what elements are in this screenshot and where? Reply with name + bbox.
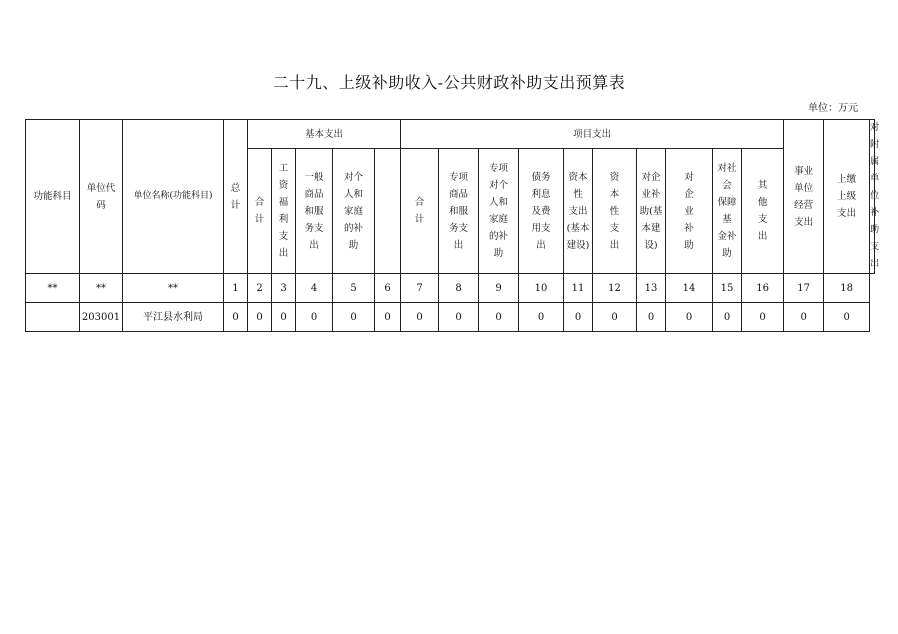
index-cell: 11	[564, 274, 593, 303]
col-proj-ent-subsidy	[637, 149, 666, 274]
col-proj-ent-subsidy-label: 对企 业补 助(基 本建 设)	[639, 171, 663, 251]
index-cell: 1	[224, 274, 248, 303]
table-cell: 0	[564, 303, 593, 332]
table-cell: 0	[666, 303, 713, 332]
table-cell: 0	[224, 303, 248, 332]
index-cell: 7	[401, 274, 439, 303]
table-cell: 0	[439, 303, 479, 332]
col-career	[784, 120, 824, 274]
index-cell: **	[80, 274, 123, 303]
index-cell: 13	[637, 274, 666, 303]
table-cell: 0	[824, 303, 870, 332]
col-proj-social-label: 对社会 保障基 金补助	[717, 163, 737, 260]
col-proj-spacer	[375, 149, 401, 274]
index-cell: 16	[742, 274, 784, 303]
table-cell: 0	[519, 303, 564, 332]
table-cell: 203001	[80, 303, 123, 332]
col-proj-social	[713, 149, 742, 274]
table-cell: 0	[248, 303, 272, 332]
table-cell: 0	[375, 303, 401, 332]
col-upper-label: 上缴 上级 支出	[837, 174, 857, 219]
table-cell: 0	[593, 303, 637, 332]
col-proj-debt	[519, 149, 564, 274]
col-proj-other	[742, 149, 784, 274]
index-cell: 6	[375, 274, 401, 303]
col-proj-debt-label: 债务 利息 及费 用支 出	[531, 171, 551, 251]
col-proj-goods	[439, 149, 479, 274]
col-basic-personal-label: 对个 人和 家庭 的补 助	[343, 171, 363, 251]
col-proj-sum-label: 合 计	[414, 197, 425, 226]
index-cell: 12	[593, 274, 637, 303]
table-cell: 平江县水利局	[123, 303, 224, 332]
table-cell: 0	[272, 303, 296, 332]
index-cell: 9	[479, 274, 519, 303]
index-row	[26, 274, 875, 303]
col-basic-sum-label: 合 计	[254, 197, 265, 226]
index-cell: 3	[272, 274, 296, 303]
col-proj-personal-label: 专项 对个 人和 家庭 的补 助	[489, 163, 509, 260]
col-unit-code	[80, 120, 123, 274]
col-proj-ent-label: 对 企 业 补 助	[684, 171, 694, 251]
index-cell: 8	[439, 274, 479, 303]
group-basic: 基本支出	[248, 120, 401, 149]
index-cell: 14	[666, 274, 713, 303]
group-project: 项目支出	[401, 120, 784, 149]
index-cell: 10	[519, 274, 564, 303]
col-total-label: 总 计	[230, 182, 241, 211]
col-proj-capital-label: 资本性 支出 (基本 建设)	[566, 171, 590, 251]
col-total	[224, 120, 248, 274]
table-cell: 0	[742, 303, 784, 332]
col-proj-personal	[479, 149, 519, 274]
budget-table	[25, 119, 880, 332]
col-unit-name: 单位名称(功能科目)	[123, 120, 224, 274]
col-basic-goods-label: 一般 商品 和服 务支 出	[304, 171, 324, 251]
table-cell: 0	[296, 303, 333, 332]
table-cell: 0	[401, 303, 439, 332]
col-basic-wage	[272, 149, 296, 274]
index-cell: 15	[713, 274, 742, 303]
col-proj-capital	[564, 149, 593, 274]
unit-label: 单位：万元	[808, 103, 858, 114]
table-cell	[26, 303, 80, 332]
col-proj-capital2-label: 资 本 性 支 出	[609, 171, 620, 251]
index-cell: 17	[784, 274, 824, 303]
col-proj-other-label: 其 他 支 出	[757, 180, 768, 243]
table-row	[26, 303, 875, 332]
index-cell: 5	[333, 274, 375, 303]
table-cell: 0	[479, 303, 519, 332]
col-proj-goods-label: 专项 商品 和服 务支 出	[449, 171, 469, 251]
header-row-1	[26, 120, 875, 149]
col-basic-sum	[248, 149, 272, 274]
table-cell: 0	[333, 303, 375, 332]
table-cell: 0	[784, 303, 824, 332]
table-cell: 0	[637, 303, 666, 332]
col-affiliate-label: 对附属 单位补 助支出	[870, 123, 880, 269]
index-cell: 4	[296, 274, 333, 303]
index-cell: 2	[248, 274, 272, 303]
col-affiliate	[870, 120, 880, 274]
index-cell: 18	[824, 274, 870, 303]
index-cell: **	[26, 274, 80, 303]
table-cell: 0	[713, 303, 742, 332]
page-title: 二十九、上级补助收入-公共财政补助支出预算表	[272, 73, 626, 92]
col-func-subject: 功能科目	[26, 120, 80, 274]
col-upper	[824, 120, 870, 274]
col-career-label: 事业 单位 经营 支出	[794, 165, 814, 228]
index-cell: **	[123, 274, 224, 303]
col-proj-sum	[401, 149, 439, 274]
col-basic-goods	[296, 149, 333, 274]
col-unit-code-label: 单位代 码	[86, 182, 116, 211]
col-proj-ent	[666, 149, 713, 274]
col-proj-capital2	[593, 149, 637, 274]
col-basic-personal	[333, 149, 375, 274]
col-basic-wage-label: 工 资 福 利 支 出	[278, 163, 289, 260]
